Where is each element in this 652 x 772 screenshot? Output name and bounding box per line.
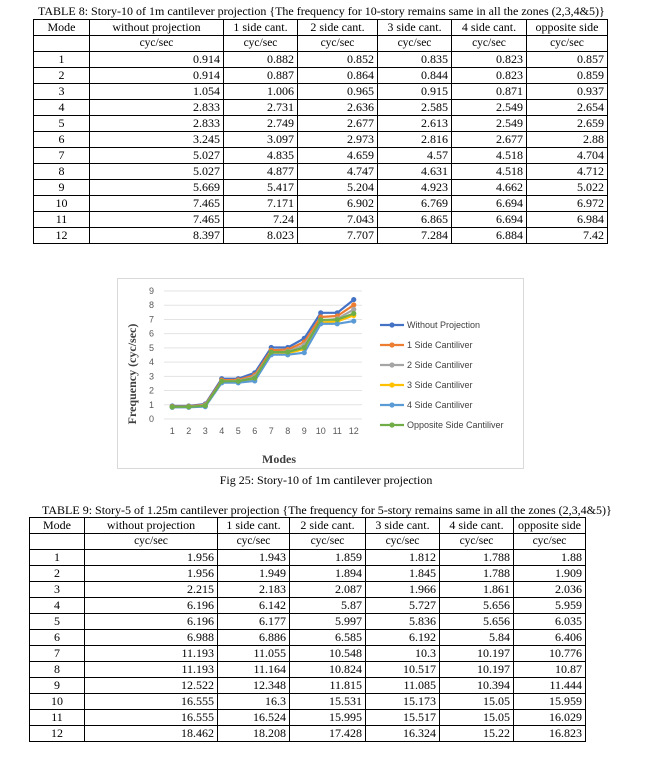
data-point <box>203 403 208 408</box>
x-tick-label: 2 <box>186 426 192 436</box>
value-cell: 7.284 <box>378 228 452 244</box>
legend-label: Without Projection <box>407 320 481 330</box>
value-cell: 4.747 <box>298 164 378 180</box>
y-tick-label: 6 <box>148 328 154 339</box>
value-cell: 10.548 <box>290 646 366 662</box>
data-point <box>302 350 307 355</box>
mode-cell: 4 <box>34 100 90 116</box>
value-cell: 5.656 <box>440 614 514 630</box>
table9-units-row <box>30 534 586 550</box>
value-cell: 2.677 <box>452 132 527 148</box>
value-cell: 11.055 <box>218 646 290 662</box>
value-cell: 10.824 <box>290 662 366 678</box>
mode-cell: 12 <box>34 228 90 244</box>
value-cell: 0.823 <box>452 52 527 68</box>
chart-series <box>170 297 357 410</box>
table-row <box>30 662 586 678</box>
table-row <box>34 84 608 100</box>
value-cell: 0.914 <box>90 52 224 68</box>
chart-x-axis-label: Modes <box>262 452 296 466</box>
value-cell: 0.835 <box>378 52 452 68</box>
y-tick-label: 3 <box>148 371 154 382</box>
figure-caption: Fig 25: Story-10 of 1m cantilever projection <box>219 473 433 487</box>
value-cell: 0.857 <box>527 52 608 68</box>
unit-cell: cyc/sec <box>440 534 514 550</box>
value-cell: 11.444 <box>514 678 586 694</box>
mode-cell: 7 <box>34 148 90 164</box>
legend-entry <box>380 360 473 370</box>
legend-label: 3 Side Cantiliver <box>407 380 473 390</box>
value-cell: 6.694 <box>452 212 527 228</box>
table-row <box>30 598 586 614</box>
value-cell: 2.549 <box>452 116 527 132</box>
value-cell: 0.823 <box>452 68 527 84</box>
value-cell: 6.769 <box>378 196 452 212</box>
value-cell: 2.036 <box>514 582 586 598</box>
value-cell: 4.835 <box>224 148 298 164</box>
unit-cell: cyc/sec <box>527 36 608 52</box>
mode-cell: 4 <box>30 598 85 614</box>
value-cell: 16.555 <box>85 710 218 726</box>
mode-cell: 11 <box>30 710 85 726</box>
value-cell: 4.518 <box>452 164 527 180</box>
value-cell: 11.193 <box>85 662 218 678</box>
value-cell: 0.965 <box>298 84 378 100</box>
value-cell: 6.886 <box>218 630 290 646</box>
chart-y-ticks <box>149 286 154 424</box>
table-row <box>34 52 608 68</box>
value-cell: 12.522 <box>85 678 218 694</box>
value-cell: 4.712 <box>527 164 608 180</box>
value-cell: 1.88 <box>514 550 586 566</box>
value-cell: 2.183 <box>218 582 290 598</box>
value-cell: 6.902 <box>298 196 378 212</box>
value-cell: 17.428 <box>290 726 366 742</box>
value-cell: 6.694 <box>452 196 527 212</box>
mode-cell: 8 <box>30 662 85 678</box>
value-cell: 15.173 <box>366 694 440 710</box>
legend-entry <box>380 420 504 430</box>
value-cell: 16.555 <box>85 694 218 710</box>
y-tick-label: 2 <box>148 385 154 396</box>
data-point <box>236 379 241 384</box>
legend-marker <box>389 362 394 367</box>
table-row <box>30 614 586 630</box>
value-cell: 0.871 <box>452 84 527 100</box>
value-cell: 1.943 <box>218 550 290 566</box>
value-cell: 6.196 <box>85 598 218 614</box>
value-cell: 1.956 <box>85 566 218 582</box>
chart-x-ticks <box>170 426 359 436</box>
value-cell: 7.465 <box>90 212 224 228</box>
table-row <box>34 132 608 148</box>
mode-cell: 8 <box>34 164 90 180</box>
value-cell: 5.669 <box>90 180 224 196</box>
data-point <box>351 311 356 316</box>
value-cell: 16.823 <box>514 726 586 742</box>
value-cell: 1.845 <box>366 566 440 582</box>
value-cell: 0.887 <box>224 68 298 84</box>
value-cell: 2.613 <box>378 116 452 132</box>
value-cell: 2.816 <box>378 132 452 148</box>
value-cell: 6.192 <box>366 630 440 646</box>
value-cell: 16.524 <box>218 710 290 726</box>
value-cell: 6.035 <box>514 614 586 630</box>
column-header: 3 side cant. <box>378 20 452 36</box>
value-cell: 6.884 <box>452 228 527 244</box>
value-cell: 4.659 <box>298 148 378 164</box>
y-tick-label: 8 <box>148 300 154 311</box>
value-cell: 4.518 <box>452 148 527 164</box>
table8-caption: TABLE 8: Story-10 of 1m cantilever projection {The frequency for 10-story remains same in all the zones (2,3,4&5)} <box>38 4 605 18</box>
table-row <box>34 196 608 212</box>
mode-cell: 1 <box>30 550 85 566</box>
table-row <box>34 148 608 164</box>
value-cell: 3.245 <box>90 132 224 148</box>
value-cell: 1.956 <box>85 550 218 566</box>
table-row <box>30 710 586 726</box>
value-cell: 8.397 <box>90 228 224 244</box>
column-header: 3 side cant. <box>366 518 440 534</box>
value-cell: 7.707 <box>298 228 378 244</box>
table-row <box>30 566 586 582</box>
value-cell: 6.972 <box>527 196 608 212</box>
series-line <box>170 302 357 409</box>
value-cell: 7.465 <box>90 196 224 212</box>
x-tick-label: 3 <box>202 426 208 436</box>
table-row <box>34 68 608 84</box>
mode-cell: 2 <box>30 566 85 582</box>
value-cell: 4.923 <box>378 180 452 196</box>
value-cell: 1.909 <box>514 566 586 582</box>
legend-label: Opposite Side Cantiliver <box>407 420 504 430</box>
mode-cell: 10 <box>30 694 85 710</box>
value-cell: 2.88 <box>527 132 608 148</box>
data-point <box>351 318 356 323</box>
data-point <box>318 317 323 322</box>
mode-cell: 12 <box>30 726 85 742</box>
table8-header-row <box>34 20 608 36</box>
value-cell: 1.788 <box>440 566 514 582</box>
column-header: 4 side cant. <box>452 20 527 36</box>
data-point <box>351 302 356 307</box>
unit-cell: cyc/sec <box>298 36 378 52</box>
value-cell: 2.973 <box>298 132 378 148</box>
table-row <box>34 116 608 132</box>
value-cell: 11.193 <box>85 646 218 662</box>
value-cell: 5.836 <box>366 614 440 630</box>
value-cell: 0.914 <box>90 68 224 84</box>
value-cell: 10.3 <box>366 646 440 662</box>
value-cell: 15.517 <box>366 710 440 726</box>
value-cell: 6.196 <box>85 614 218 630</box>
value-cell: 12.348 <box>218 678 290 694</box>
value-cell: 4.631 <box>378 164 452 180</box>
value-cell: 2.833 <box>90 100 224 116</box>
value-cell: 1.966 <box>366 582 440 598</box>
legend-entry <box>380 320 480 330</box>
value-cell: 5.959 <box>514 598 586 614</box>
data-point <box>335 317 340 322</box>
table-row <box>30 694 586 710</box>
value-cell: 5.204 <box>298 180 378 196</box>
value-cell: 4.662 <box>452 180 527 196</box>
value-cell: 10.517 <box>366 662 440 678</box>
unit-cell <box>34 36 90 52</box>
value-cell: 10.394 <box>440 678 514 694</box>
column-header: 1 side cant. <box>224 20 298 36</box>
table-row <box>30 678 586 694</box>
table8-body <box>34 52 608 244</box>
data-point <box>252 375 257 380</box>
legend-marker <box>389 382 394 387</box>
value-cell: 7.171 <box>224 196 298 212</box>
value-cell: 1.894 <box>290 566 366 582</box>
value-cell: 1.859 <box>290 550 366 566</box>
x-tick-label: 10 <box>315 426 326 436</box>
value-cell: 10.197 <box>440 646 514 662</box>
unit-cell: cyc/sec <box>218 534 290 550</box>
table-row <box>30 550 586 566</box>
table9-body <box>30 550 586 742</box>
value-cell: 5.727 <box>366 598 440 614</box>
value-cell: 5.417 <box>224 180 298 196</box>
legend-entry <box>380 380 473 390</box>
column-header: Mode <box>34 20 90 36</box>
column-header: opposite side <box>514 518 586 534</box>
unit-cell: cyc/sec <box>290 534 366 550</box>
x-tick-label: 6 <box>252 426 258 436</box>
y-tick-label: 9 <box>148 286 154 296</box>
value-cell: 2.731 <box>224 100 298 116</box>
mode-cell: 1 <box>34 52 90 68</box>
value-cell: 10.87 <box>514 662 586 678</box>
unit-cell <box>30 534 85 550</box>
mode-cell: 10 <box>34 196 90 212</box>
value-cell: 0.882 <box>224 52 298 68</box>
fig25-chart <box>117 278 524 469</box>
value-cell: 5.997 <box>290 614 366 630</box>
value-cell: 2.659 <box>527 116 608 132</box>
data-point <box>351 297 356 302</box>
value-cell: 2.677 <box>298 116 378 132</box>
value-cell: 15.959 <box>514 694 586 710</box>
value-cell: 6.984 <box>527 212 608 228</box>
value-cell: 3.097 <box>224 132 298 148</box>
table8 <box>33 19 608 244</box>
legend-label: 2 Side Cantiliver <box>407 360 473 370</box>
value-cell: 6.585 <box>290 630 366 646</box>
value-cell: 6.177 <box>218 614 290 630</box>
legend-label: 4 Side Cantiliver <box>407 400 473 410</box>
value-cell: 11.085 <box>366 678 440 694</box>
value-cell: 5.656 <box>440 598 514 614</box>
table-row <box>34 212 608 228</box>
column-header: 4 side cant. <box>440 518 514 534</box>
value-cell: 6.865 <box>378 212 452 228</box>
data-point <box>269 349 274 354</box>
value-cell: 6.406 <box>514 630 586 646</box>
legend-marker <box>389 342 394 347</box>
x-tick-label: 8 <box>285 426 291 436</box>
table-row <box>34 180 608 196</box>
table-row <box>34 228 608 244</box>
column-header: opposite side <box>527 20 608 36</box>
value-cell: 5.022 <box>527 180 608 196</box>
mode-cell: 11 <box>34 212 90 228</box>
y-tick-label: 7 <box>148 314 154 325</box>
value-cell: 4.704 <box>527 148 608 164</box>
unit-cell: cyc/sec <box>90 36 224 52</box>
table-row <box>34 164 608 180</box>
value-cell: 15.05 <box>440 710 514 726</box>
table9-header-row <box>30 518 586 534</box>
series-line <box>170 297 357 409</box>
value-cell: 7.42 <box>527 228 608 244</box>
legend-marker <box>389 402 394 407</box>
value-cell: 7.043 <box>298 212 378 228</box>
chart-legend <box>380 320 504 430</box>
column-header: 1 side cant. <box>218 518 290 534</box>
value-cell: 0.915 <box>378 84 452 100</box>
table9-caption: TABLE 9: Story-5 of 1.25m cantilever projection {The frequency for 5-story remains same in all the zones (2,3,4&5)} <box>42 503 612 517</box>
mode-cell: 6 <box>30 630 85 646</box>
value-cell: 0.859 <box>527 68 608 84</box>
column-header: without projection <box>85 518 218 534</box>
table8-units-row <box>34 36 608 52</box>
value-cell: 2.087 <box>290 582 366 598</box>
value-cell: 18.462 <box>85 726 218 742</box>
value-cell: 6.142 <box>218 598 290 614</box>
x-tick-label: 1 <box>169 426 175 436</box>
y-tick-label: 1 <box>148 399 154 410</box>
value-cell: 5.027 <box>90 164 224 180</box>
value-cell: 4.877 <box>224 164 298 180</box>
value-cell: 5.027 <box>90 148 224 164</box>
value-cell: 2.215 <box>85 582 218 598</box>
chart-y-axis-label: Frequency (cyc/sec) <box>125 323 139 425</box>
value-cell: 1.949 <box>218 566 290 582</box>
table-row <box>30 630 586 646</box>
mode-cell: 5 <box>30 614 85 630</box>
value-cell: 16.3 <box>218 694 290 710</box>
x-tick-label: 7 <box>268 426 274 436</box>
x-tick-label: 11 <box>332 426 342 436</box>
value-cell: 2.654 <box>527 100 608 116</box>
x-tick-label: 9 <box>301 426 307 436</box>
table-row <box>30 646 586 662</box>
mode-cell: 3 <box>30 582 85 598</box>
column-header: 2 side cant. <box>290 518 366 534</box>
value-cell: 2.636 <box>298 100 378 116</box>
chart-gridlines <box>164 291 362 419</box>
value-cell: 11.815 <box>290 678 366 694</box>
table-row <box>30 726 586 742</box>
table9 <box>29 517 586 742</box>
data-point <box>186 404 191 409</box>
mode-cell: 9 <box>30 678 85 694</box>
value-cell: 0.844 <box>378 68 452 84</box>
value-cell: 7.24 <box>224 212 298 228</box>
mode-cell: 6 <box>34 132 90 148</box>
value-cell: 16.324 <box>366 726 440 742</box>
value-cell: 15.22 <box>440 726 514 742</box>
value-cell: 2.585 <box>378 100 452 116</box>
x-tick-label: 4 <box>219 426 225 436</box>
value-cell: 1.812 <box>366 550 440 566</box>
mode-cell: 5 <box>34 116 90 132</box>
mode-cell: 9 <box>34 180 90 196</box>
unit-cell: cyc/sec <box>452 36 527 52</box>
x-tick-label: 12 <box>348 426 359 436</box>
column-header: without projection <box>90 20 224 36</box>
value-cell: 1.788 <box>440 550 514 566</box>
mode-cell: 7 <box>30 646 85 662</box>
value-cell: 1.006 <box>224 84 298 100</box>
value-cell: 5.87 <box>290 598 366 614</box>
value-cell: 15.531 <box>290 694 366 710</box>
value-cell: 4.57 <box>378 148 452 164</box>
value-cell: 18.208 <box>218 726 290 742</box>
unit-cell: cyc/sec <box>378 36 452 52</box>
data-point <box>285 349 290 354</box>
value-cell: 10.197 <box>440 662 514 678</box>
legend-label: 1 Side Cantiliver <box>407 340 473 350</box>
column-header: 2 side cant. <box>298 20 378 36</box>
value-cell: 15.05 <box>440 694 514 710</box>
value-cell: 2.749 <box>224 116 298 132</box>
unit-cell: cyc/sec <box>85 534 218 550</box>
y-tick-label: 0 <box>148 414 154 424</box>
fig25-chart-svg <box>118 279 523 468</box>
legend-marker <box>389 322 394 327</box>
value-cell: 0.864 <box>298 68 378 84</box>
value-cell: 0.937 <box>527 84 608 100</box>
y-tick-label: 5 <box>148 342 154 353</box>
data-point <box>170 404 175 409</box>
unit-cell: cyc/sec <box>366 534 440 550</box>
x-tick-label: 5 <box>235 426 241 436</box>
value-cell: 16.029 <box>514 710 586 726</box>
unit-cell: cyc/sec <box>514 534 586 550</box>
unit-cell: cyc/sec <box>224 36 298 52</box>
value-cell: 6.988 <box>85 630 218 646</box>
y-tick-label: 4 <box>148 357 154 368</box>
data-point <box>219 379 224 384</box>
value-cell: 1.861 <box>440 582 514 598</box>
data-point <box>302 345 307 350</box>
value-cell: 15.995 <box>290 710 366 726</box>
legend-entry <box>380 400 473 410</box>
value-cell: 2.833 <box>90 116 224 132</box>
legend-marker <box>389 422 394 427</box>
table-row <box>34 100 608 116</box>
value-cell: 0.852 <box>298 52 378 68</box>
table-row <box>30 582 586 598</box>
value-cell: 10.776 <box>514 646 586 662</box>
value-cell: 1.054 <box>90 84 224 100</box>
value-cell: 11.164 <box>218 662 290 678</box>
value-cell: 8.023 <box>224 228 298 244</box>
value-cell: 5.84 <box>440 630 514 646</box>
column-header: Mode <box>30 518 85 534</box>
value-cell: 2.549 <box>452 100 527 116</box>
mode-cell: 2 <box>34 68 90 84</box>
mode-cell: 3 <box>34 84 90 100</box>
legend-entry <box>380 340 473 350</box>
